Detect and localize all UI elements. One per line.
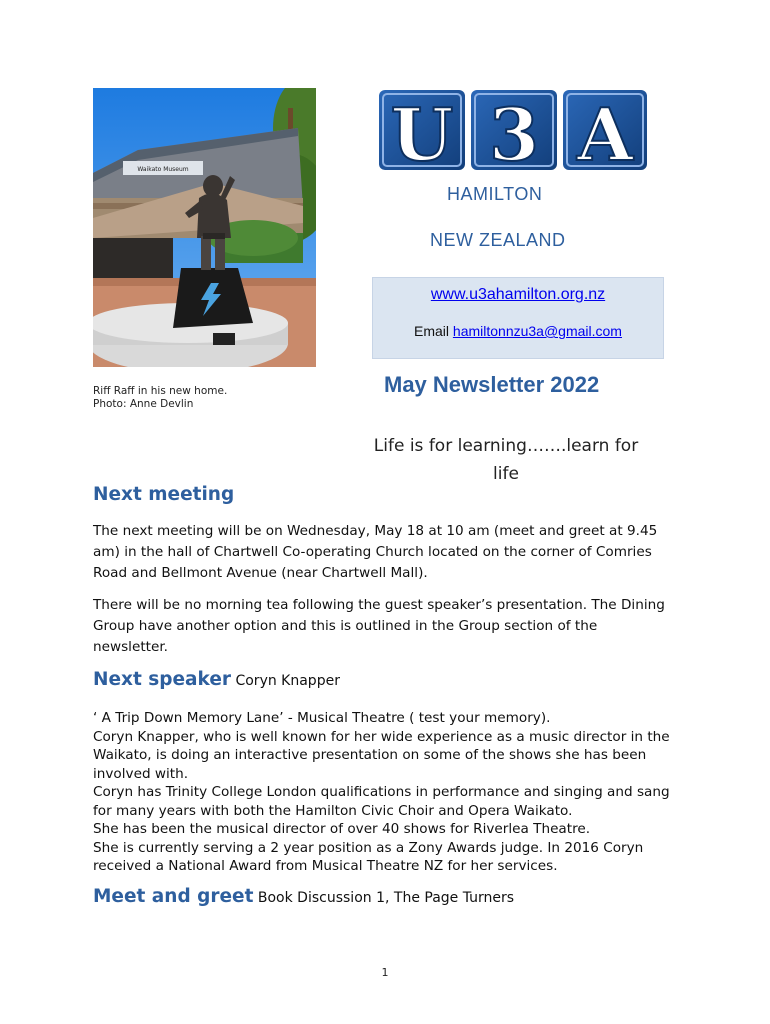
caption-credit: Photo: Anne Devlin	[93, 398, 194, 410]
meet-greet-heading	[93, 886, 514, 907]
speaker-line: Coryn has Trinity College London qualifications in performance and singing and sang	[93, 784, 670, 800]
speaker-details	[93, 709, 683, 876]
next-speaker-title: Next speaker	[93, 669, 232, 690]
email-row	[373, 323, 663, 339]
org-city: HAMILTON	[447, 184, 543, 204]
motto-line-1: Life is for learning…….learn for	[373, 436, 639, 456]
speaker-line: Waikato, is doing an interactive presentation on some of the shows she has been	[93, 747, 647, 763]
svg-text:A: A	[577, 92, 633, 172]
meet-greet-title: Meet and greet	[93, 886, 254, 907]
morning-tea-line: newsletter.	[93, 639, 169, 655]
speaker-line: for many years with both the Hamilton Civic Choir and Opera Waikato.	[93, 802, 573, 819]
morning-tea-line: Group have another option and this is outlined in the Group section of the	[93, 618, 598, 634]
next-speaker-heading	[93, 669, 340, 690]
morning-tea-line: There will be no morning tea following the guest speaker’s presentation. The Dining	[93, 597, 665, 613]
speaker-line: She has been the musical director of over 40 shows for Riverlea Theatre.	[93, 821, 591, 837]
org-country: NEW ZEALAND	[430, 230, 566, 250]
motto	[365, 432, 647, 488]
museum-sign: Waikato Museum	[137, 166, 189, 173]
email-label: Email	[414, 323, 453, 339]
svg-text:3: 3	[488, 92, 540, 172]
meeting-line: Road and Bellmont Avenue (near Chartwell Mall).	[93, 565, 428, 581]
statue-image	[93, 88, 316, 367]
speaker-line: ‘ A Trip Down Memory Lane’ - Musical Theatre ( test your memory).	[93, 710, 551, 726]
u3a-logo-graphic	[377, 88, 649, 172]
website-link[interactable]: www.u3ahamilton.org.nz	[430, 286, 606, 303]
speaker-name: Coryn Knapper	[231, 673, 340, 689]
next-meeting-heading: Next meeting	[93, 484, 235, 505]
morning-tea-paragraph	[93, 595, 673, 658]
meeting-paragraph	[93, 521, 673, 584]
speaker-line: involved with.	[93, 765, 189, 782]
riff-raff-photo	[93, 88, 316, 367]
contact-box	[372, 277, 664, 359]
speaker-line: She is currently serving a 2 year position as a Zony Awards judge. In 2016 Coryn	[93, 839, 644, 856]
u3a-logo	[377, 88, 649, 172]
meet-greet-detail: Book Discussion 1, The Page Turners	[253, 890, 515, 906]
newsletter-title: May Newsletter 2022	[384, 372, 600, 397]
photo-caption	[93, 385, 227, 411]
speaker-line: Coryn Knapper, who is well known for her wide experience as a music director in the	[93, 728, 670, 745]
speaker-line: received a National Award from Musical Theatre NZ for her services.	[93, 858, 558, 874]
email-link[interactable]: hamiltonnzu3a@gmail.com	[452, 323, 622, 339]
meeting-line: am) in the hall of Chartwell Co-operating Church located on the corner of Comries	[93, 544, 652, 560]
page-number: 1	[381, 966, 389, 979]
meeting-line: The next meeting will be on Wednesday, May 18 at 10 am (meet and greet at 9.45	[93, 523, 658, 539]
svg-text:U: U	[390, 92, 454, 172]
caption-title: Riff Raff in his new home.	[93, 385, 228, 397]
motto-line-2: life	[493, 464, 519, 484]
